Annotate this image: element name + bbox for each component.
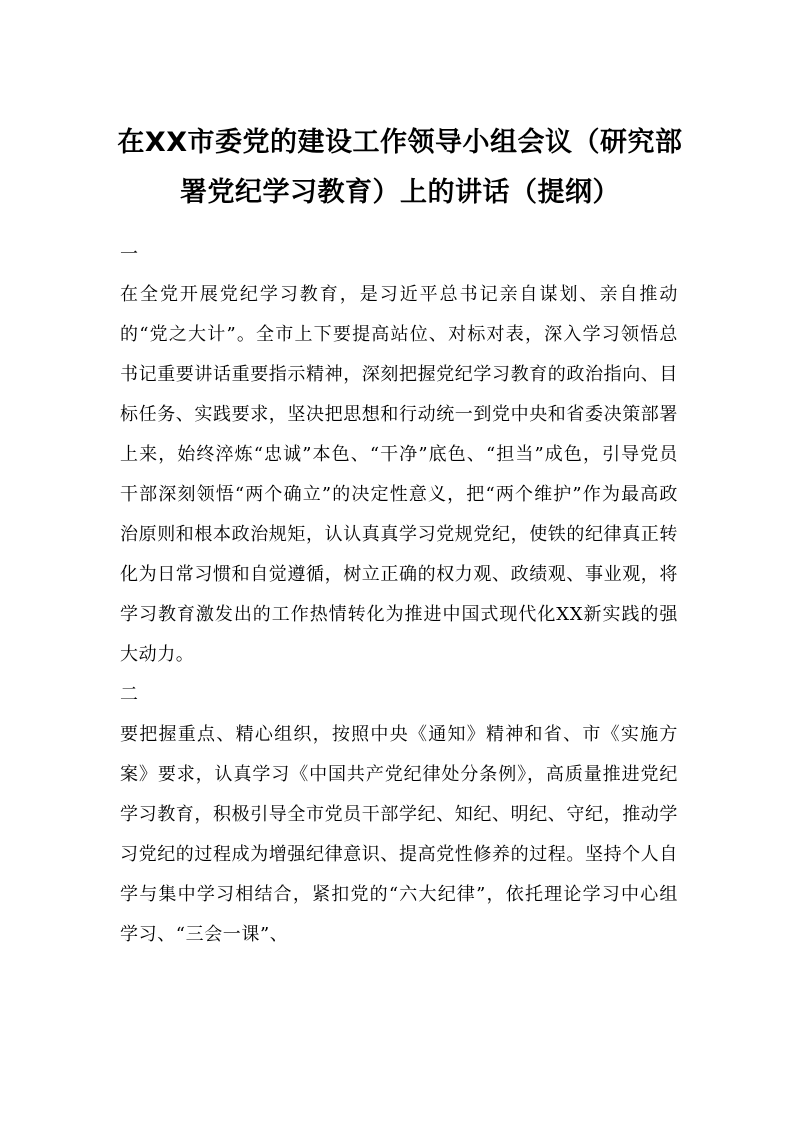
section-paragraph-2: 要把握重点、精心组织，按照中央《通知》精神和省、市《实施方案》要求，认真学习《中国共产党纪律处分条例》，高质量推进党纪学习教育，积极引导全市党员干部学纪、知纪、明纪、守纪，推动学习党纪的过程成为增强纪律意识、提高党性修养的过程。坚持个人自学与集中学习相结合，紧扣党的“六大纪律”，依托理论学习中心组学习、“三会一课”、 bbox=[120, 724, 678, 945]
section-number-2: 二 bbox=[120, 684, 139, 705]
page-title: 在XX市委党的建设工作领导小组会议（研究部署党纪学习教育）上的讲话（提纲） bbox=[117, 127, 683, 208]
section-paragraph-1: 在全党开展党纪学习教育，是习近平总书记亲自谋划、亲自推动的“党之大计”。全市上下要提高站位、对标对表，深入学习领悟总书记重要讲话重要指示精神，深刻把握党纪学习教育的政治指向、目标任务、实践要求，坚决把思想和行动统一到党中央和省委决策部署上来，始终淬炼“忠诚”本色、“干净”底色、“担当”成色，引导党员干部深刻领悟“两个确立”的决定性意义，把“两个维护”作为最高政治原则和根本政治规矩，认认真真学习党规党纪，使铁的纪律真正转化为日常习惯和自觉遵循，树立正确的权力观、政绩观、事业观，将学习教育激发出的工作热情转化为推进中国式现代化XX新实践的强大动力。 bbox=[120, 284, 678, 665]
document-body bbox=[120, 235, 678, 955]
section-number-1: 一 bbox=[120, 244, 139, 265]
